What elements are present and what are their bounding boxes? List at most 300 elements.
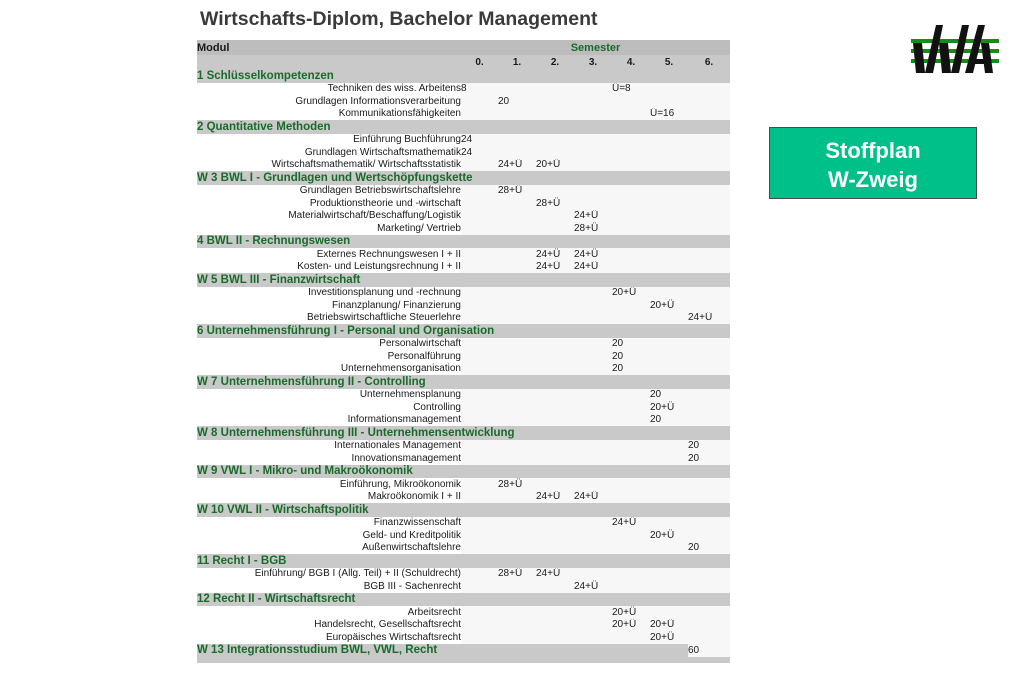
semester-hours-cell bbox=[688, 210, 730, 223]
semester-header: Semester bbox=[461, 40, 730, 55]
semester-hours-cell bbox=[612, 452, 650, 465]
course-row bbox=[197, 568, 730, 581]
semester-hours-cell bbox=[461, 452, 498, 465]
semester-hours-cell bbox=[536, 580, 574, 593]
course-row bbox=[197, 185, 730, 198]
semester-hours-cell bbox=[461, 517, 498, 530]
module-group-title: 11 Recht I - BGB bbox=[197, 554, 730, 568]
semester-hours-cell bbox=[574, 401, 612, 414]
course-name: Geld- und Kreditpolitik bbox=[197, 529, 461, 542]
course-row bbox=[197, 363, 730, 376]
module-group-row bbox=[197, 235, 730, 249]
semester-hours-cell bbox=[536, 312, 574, 325]
course-row bbox=[197, 452, 730, 465]
semester-hours-cell: 24+Ü bbox=[574, 248, 612, 261]
course-name: Grundlagen Wirtschaftsmathematik bbox=[197, 146, 461, 159]
semester-hours-cell bbox=[612, 401, 650, 414]
semester-hours-cell: 20 bbox=[688, 452, 730, 465]
semester-hours-cell bbox=[650, 542, 688, 555]
semester-hours-cell bbox=[688, 197, 730, 210]
semester-hours-cell bbox=[536, 185, 574, 198]
course-name: Grundlagen Betriebswirtschaftslehre bbox=[197, 185, 461, 198]
course-name: Innovationsmanagement bbox=[197, 452, 461, 465]
semester-hours-cell: 20+Ü bbox=[612, 287, 650, 300]
semester-hours-cell bbox=[498, 287, 536, 300]
module-group-title: 2 Quantitative Methoden bbox=[197, 120, 730, 134]
semester-hours-cell bbox=[612, 389, 650, 402]
module-group-row bbox=[197, 69, 730, 83]
stoffplan-subtitle: W-Zweig bbox=[828, 167, 918, 192]
course-name: Produktionstheorie und -wirtschaft bbox=[197, 197, 461, 210]
semester-hours-cell: 20+Ü bbox=[650, 529, 688, 542]
course-name: Betriebswirtschaftliche Steuerlehre bbox=[197, 312, 461, 325]
semester-hours-cell: 20 bbox=[688, 542, 730, 555]
semester-hours-cell bbox=[574, 619, 612, 632]
semester-hours-cell: 24+Ü bbox=[536, 261, 574, 274]
semester-hours-cell bbox=[574, 568, 612, 581]
semester-hours-cell bbox=[688, 222, 730, 235]
semester-hours-cell bbox=[612, 542, 650, 555]
module-group-row bbox=[197, 324, 730, 338]
semester-hours-cell: 20 bbox=[612, 363, 650, 376]
semester-hours-cell bbox=[574, 185, 612, 198]
semester-hours-cell bbox=[650, 478, 688, 491]
curriculum-table-wrapper bbox=[197, 40, 730, 663]
course-row bbox=[197, 619, 730, 632]
semester-hours-cell bbox=[498, 619, 536, 632]
course-row bbox=[197, 210, 730, 223]
semester-hours-cell bbox=[536, 529, 574, 542]
semester-hours-cell bbox=[498, 631, 536, 644]
course-row bbox=[197, 350, 730, 363]
semester-hours-cell bbox=[688, 287, 730, 300]
semester-hours-cell bbox=[498, 108, 536, 121]
semester-hours-cell bbox=[461, 580, 498, 593]
semester-hours-cell bbox=[688, 363, 730, 376]
semester-hours-cell bbox=[498, 350, 536, 363]
semester-column-header: 6. bbox=[688, 55, 730, 69]
module-group-title: 12 Recht II - Wirtschaftsrecht bbox=[197, 593, 730, 607]
curriculum-table bbox=[197, 40, 730, 657]
semester-hours-cell bbox=[461, 491, 498, 504]
semester-hours-cell bbox=[536, 299, 574, 312]
semester-hours-cell bbox=[498, 517, 536, 530]
module-group-title: W 10 VWL II - Wirtschaftspolitik bbox=[197, 503, 730, 517]
course-name: Grundlagen Informationsverarbeitung bbox=[197, 95, 461, 108]
semester-hours-cell bbox=[498, 83, 536, 96]
semester-hours-cell bbox=[536, 517, 574, 530]
semester-hours-cell bbox=[498, 606, 536, 619]
semester-hours-cell bbox=[650, 197, 688, 210]
course-row bbox=[197, 134, 730, 147]
semester-column-header: 1. bbox=[498, 55, 536, 69]
semester-hours-cell bbox=[461, 606, 498, 619]
semester-hours-cell bbox=[612, 95, 650, 108]
semester-hours-cell bbox=[461, 631, 498, 644]
semester-hours-cell bbox=[461, 338, 498, 351]
semester-hours-cell: Ü=16 bbox=[650, 108, 688, 121]
stoffplan-title: Stoffplan bbox=[825, 138, 921, 163]
semester-hours-cell bbox=[650, 491, 688, 504]
semester-hours-cell bbox=[688, 261, 730, 274]
semester-hours-cell bbox=[498, 299, 536, 312]
module-group-row bbox=[197, 273, 730, 287]
course-row bbox=[197, 95, 730, 108]
course-name: Einführung Buchführung bbox=[197, 134, 461, 147]
semester-hours-cell bbox=[574, 338, 612, 351]
semester-hours-cell bbox=[461, 95, 498, 108]
semester-hours-cell bbox=[612, 159, 650, 172]
course-name: Techniken des wiss. Arbeitens bbox=[197, 83, 461, 96]
semester-hours-cell: 24+Ü bbox=[536, 248, 574, 261]
semester-hours-cell bbox=[498, 440, 536, 453]
course-row bbox=[197, 338, 730, 351]
course-row bbox=[197, 491, 730, 504]
semester-hours-cell: 20+Ü bbox=[612, 619, 650, 632]
module-group-title: 1 Schlüsselkompetenzen bbox=[197, 69, 730, 83]
course-name: Makroökonomik I + II bbox=[197, 491, 461, 504]
semester-hours-cell bbox=[688, 299, 730, 312]
course-row bbox=[197, 299, 730, 312]
semester-hours-cell: Ü=8 bbox=[612, 83, 650, 96]
vwa-logo bbox=[911, 21, 999, 77]
semester-hours-cell bbox=[650, 338, 688, 351]
semester-hours-cell bbox=[688, 606, 730, 619]
course-name: Kosten- und Leistungsrechnung I + II bbox=[197, 261, 461, 274]
semester-hours-cell bbox=[612, 210, 650, 223]
semester-hours-cell bbox=[688, 631, 730, 644]
semester-hours-cell bbox=[650, 606, 688, 619]
module-group-row bbox=[197, 120, 730, 134]
semester-hours-cell bbox=[688, 248, 730, 261]
semester-hours-cell bbox=[536, 95, 574, 108]
module-group-title: 6 Unternehmensführung I - Personal und Organisation bbox=[197, 324, 730, 338]
course-name: Handelsrecht, Gesellschaftsrecht bbox=[197, 619, 461, 632]
semester-hours-cell: 28+Ü bbox=[574, 222, 612, 235]
course-name: Informationsmanagement bbox=[197, 414, 461, 427]
semester-hours-cell bbox=[498, 338, 536, 351]
semester-column-header: 4. bbox=[612, 55, 650, 69]
semester-hours-cell bbox=[574, 299, 612, 312]
semester-hours-cell bbox=[498, 580, 536, 593]
course-name: Finanzplanung/ Finanzierung bbox=[197, 299, 461, 312]
semester-hours-cell bbox=[574, 108, 612, 121]
semester-hours-cell bbox=[688, 619, 730, 632]
semester-hours-cell bbox=[498, 134, 536, 147]
semester-hours-cell bbox=[650, 83, 688, 96]
module-group-title: W 9 VWL I - Mikro- und Makroökonomik bbox=[197, 465, 730, 479]
course-name: Controlling bbox=[197, 401, 461, 414]
semester-hours-cell bbox=[688, 350, 730, 363]
semester-hours-cell bbox=[461, 529, 498, 542]
semester-hours-cell bbox=[650, 210, 688, 223]
semester-hours-cell bbox=[536, 478, 574, 491]
semester-hours-cell bbox=[612, 440, 650, 453]
semester-hours-cell: 24+Ü bbox=[536, 568, 574, 581]
course-name: Arbeitsrecht bbox=[197, 606, 461, 619]
semester-hours-cell bbox=[688, 478, 730, 491]
semester-hours-cell bbox=[498, 452, 536, 465]
semester-hours-cell bbox=[688, 95, 730, 108]
semester-hours-cell: 20 bbox=[612, 338, 650, 351]
semester-hours-cell bbox=[688, 491, 730, 504]
course-name: Internationales Management bbox=[197, 440, 461, 453]
semester-hours-cell bbox=[536, 414, 574, 427]
semester-hours-cell bbox=[612, 108, 650, 121]
semester-column-header: 3. bbox=[574, 55, 612, 69]
semester-hours-cell bbox=[574, 542, 612, 555]
semester-hours-cell bbox=[650, 248, 688, 261]
module-group-title: W 7 Unternehmensführung II - Controlling bbox=[197, 375, 730, 389]
semester-hours-cell bbox=[574, 363, 612, 376]
course-row bbox=[197, 287, 730, 300]
course-name: Unternehmensorganisation bbox=[197, 363, 461, 376]
semester-hours-cell bbox=[688, 568, 730, 581]
semester-hours-cell bbox=[574, 389, 612, 402]
semester-hours-cell: 24+Ü bbox=[574, 491, 612, 504]
course-name: Kommunikationsfähigkeiten bbox=[197, 108, 461, 121]
semester-hours-cell: 24 bbox=[461, 134, 498, 147]
semester-hours-cell: 20+Ü bbox=[650, 299, 688, 312]
course-name: Einführung, Mikroökonomik bbox=[197, 478, 461, 491]
stoffplan-box bbox=[769, 127, 977, 199]
course-row bbox=[197, 401, 730, 414]
semester-hours-cell bbox=[498, 197, 536, 210]
semester-hours-cell bbox=[574, 440, 612, 453]
semester-hours-cell: 20 bbox=[612, 350, 650, 363]
module-group-title: 4 BWL II - Rechnungswesen bbox=[197, 235, 730, 249]
course-name: Marketing/ Vertrieb bbox=[197, 222, 461, 235]
semester-hours-cell bbox=[612, 529, 650, 542]
semester-hours-cell bbox=[574, 312, 612, 325]
semester-hours-cell bbox=[498, 222, 536, 235]
semester-hours-cell bbox=[612, 222, 650, 235]
semester-hours-cell bbox=[498, 248, 536, 261]
semester-hours-cell bbox=[574, 478, 612, 491]
semester-column-header: 2. bbox=[536, 55, 574, 69]
semester-hours-cell: 20+Ü bbox=[536, 159, 574, 172]
semester-hours-cell bbox=[498, 210, 536, 223]
semester-hours-cell: 60 bbox=[688, 644, 730, 658]
module-group-row bbox=[197, 593, 730, 607]
semester-hours-cell bbox=[612, 134, 650, 147]
semester-column-header: 5. bbox=[650, 55, 688, 69]
semester-hours-cell bbox=[688, 159, 730, 172]
semester-hours-cell bbox=[650, 222, 688, 235]
semester-hours-cell bbox=[461, 568, 498, 581]
semester-hours-cell bbox=[688, 580, 730, 593]
semester-hours-cell bbox=[650, 568, 688, 581]
semester-hours-cell bbox=[461, 299, 498, 312]
semester-hours-cell bbox=[650, 159, 688, 172]
semester-hours-cell bbox=[574, 529, 612, 542]
semester-hours-cell bbox=[536, 134, 574, 147]
semester-hours-cell bbox=[574, 631, 612, 644]
semester-hours-cell bbox=[536, 363, 574, 376]
course-row bbox=[197, 248, 730, 261]
semester-column-header: 0. bbox=[461, 55, 498, 69]
modul-header: Modul bbox=[197, 40, 461, 55]
semester-hours-cell bbox=[612, 261, 650, 274]
semester-hours-cell bbox=[688, 401, 730, 414]
semester-hours-cell bbox=[574, 134, 612, 147]
semester-hours-cell bbox=[574, 350, 612, 363]
course-row bbox=[197, 542, 730, 555]
semester-hours-cell: 28+Ü bbox=[498, 568, 536, 581]
semester-hours-cell bbox=[574, 159, 612, 172]
module-group-title: W 8 Unternehmensführung III - Unternehmensentwicklung bbox=[197, 426, 730, 440]
semester-hours-cell bbox=[498, 414, 536, 427]
course-name: Investitionsplanung und -rechnung bbox=[197, 287, 461, 300]
semester-hours-cell bbox=[688, 185, 730, 198]
semester-hours-cell bbox=[461, 185, 498, 198]
course-row bbox=[197, 389, 730, 402]
module-group-row bbox=[197, 465, 730, 479]
module-group-title: W 3 BWL I - Grundlagen und Wertschöpfungskette bbox=[197, 171, 730, 185]
semester-hours-cell bbox=[612, 568, 650, 581]
semester-hours-cell bbox=[536, 222, 574, 235]
semester-hours-cell bbox=[461, 210, 498, 223]
course-name: Personalwirtschaft bbox=[197, 338, 461, 351]
module-group-row bbox=[197, 503, 730, 517]
semester-hours-cell bbox=[650, 95, 688, 108]
semester-hours-cell bbox=[612, 491, 650, 504]
module-group-row bbox=[197, 644, 730, 658]
semester-hours-cell bbox=[498, 261, 536, 274]
semester-hours-cell bbox=[612, 312, 650, 325]
semester-hours-cell bbox=[461, 363, 498, 376]
course-name: Finanzwissenschaft bbox=[197, 517, 461, 530]
course-row bbox=[197, 440, 730, 453]
module-group-row bbox=[197, 171, 730, 185]
course-name: Einführung/ BGB I (Allg. Teil) + II (Schuldrecht) bbox=[197, 568, 461, 581]
semester-hours-cell bbox=[461, 312, 498, 325]
semester-hours-cell bbox=[498, 363, 536, 376]
semester-hours-cell bbox=[574, 95, 612, 108]
course-row bbox=[197, 222, 730, 235]
semester-hours-cell bbox=[574, 452, 612, 465]
semester-hours-cell: 20 bbox=[650, 414, 688, 427]
semester-hours-cell: 24+Ü bbox=[536, 491, 574, 504]
semester-hours-cell bbox=[574, 197, 612, 210]
course-row bbox=[197, 312, 730, 325]
semester-hours-cell bbox=[612, 299, 650, 312]
semester-hours-cell bbox=[498, 529, 536, 542]
semester-hours-cell bbox=[688, 134, 730, 147]
semester-hours-cell bbox=[536, 606, 574, 619]
semester-hours-cell bbox=[461, 389, 498, 402]
semester-hours-cell bbox=[461, 440, 498, 453]
semester-hours-cell bbox=[650, 452, 688, 465]
semester-hours-cell bbox=[536, 350, 574, 363]
semester-hours-cell bbox=[536, 108, 574, 121]
semester-hours-cell: 20+Ü bbox=[650, 401, 688, 414]
semester-hours-cell bbox=[461, 542, 498, 555]
semester-hours-cell bbox=[461, 197, 498, 210]
semester-hours-cell: 28+Ü bbox=[498, 478, 536, 491]
semester-hours-cell: 28+Ü bbox=[536, 197, 574, 210]
semester-hours-cell bbox=[574, 414, 612, 427]
semester-hours-cell bbox=[650, 363, 688, 376]
semester-hours-cell bbox=[612, 580, 650, 593]
semester-hours-cell bbox=[574, 606, 612, 619]
course-name: Externes Rechnungswesen I + II bbox=[197, 248, 461, 261]
semester-hours-cell: 24+Ü bbox=[574, 210, 612, 223]
semester-hours-cell bbox=[650, 312, 688, 325]
semester-hours-cell: 24 bbox=[461, 146, 498, 159]
semester-hours-cell bbox=[688, 529, 730, 542]
semester-hours-cell bbox=[650, 440, 688, 453]
semester-hours-cell: 24+Ü bbox=[574, 580, 612, 593]
semester-hours-cell bbox=[650, 580, 688, 593]
semester-hours-cell bbox=[498, 389, 536, 402]
course-row bbox=[197, 517, 730, 530]
semester-hours-cell bbox=[536, 146, 574, 159]
semester-hours-cell bbox=[612, 631, 650, 644]
semester-hours-cell bbox=[650, 517, 688, 530]
course-name: Europäisches Wirtschaftsrecht bbox=[197, 631, 461, 644]
semester-hours-cell bbox=[461, 619, 498, 632]
semester-hours-cell: 20 bbox=[688, 440, 730, 453]
course-row bbox=[197, 197, 730, 210]
course-name: BGB III - Sachenrecht bbox=[197, 580, 461, 593]
semester-hours-cell bbox=[498, 312, 536, 325]
semester-hours-cell bbox=[574, 517, 612, 530]
semester-hours-cell bbox=[461, 108, 498, 121]
semester-hours-cell bbox=[536, 210, 574, 223]
semester-hours-cell bbox=[461, 222, 498, 235]
semester-hours-cell: 24+Ü bbox=[688, 312, 730, 325]
semester-hours-cell bbox=[461, 350, 498, 363]
semester-hours-cell bbox=[688, 338, 730, 351]
semester-hours-cell: 20+Ü bbox=[650, 631, 688, 644]
semester-hours-cell: 24+Ü bbox=[498, 159, 536, 172]
semester-hours-cell bbox=[461, 248, 498, 261]
course-row bbox=[197, 83, 730, 96]
semester-hours-cell bbox=[461, 261, 498, 274]
semester-hours-cell bbox=[498, 146, 536, 159]
course-row bbox=[197, 108, 730, 121]
semester-hours-cell bbox=[461, 414, 498, 427]
course-row bbox=[197, 580, 730, 593]
semester-hours-cell: 20 bbox=[650, 389, 688, 402]
course-name: Materialwirtschaft/Beschaffung/Logistik bbox=[197, 210, 461, 223]
semester-hours-cell bbox=[536, 401, 574, 414]
semester-hours-cell bbox=[498, 401, 536, 414]
semester-hours-cell bbox=[650, 146, 688, 159]
semester-hours-cell bbox=[688, 389, 730, 402]
semester-hours-cell bbox=[461, 287, 498, 300]
semester-hours-cell: 20 bbox=[498, 95, 536, 108]
course-row bbox=[197, 261, 730, 274]
semester-hours-cell bbox=[498, 491, 536, 504]
module-group-row bbox=[197, 426, 730, 440]
semester-hours-cell bbox=[688, 83, 730, 96]
course-row bbox=[197, 146, 730, 159]
semester-hours-cell bbox=[612, 185, 650, 198]
semester-hours-cell: 20+Ü bbox=[612, 606, 650, 619]
semester-hours-cell bbox=[536, 440, 574, 453]
semester-hours-cell: 28+Ü bbox=[498, 185, 536, 198]
semester-hours-cell bbox=[650, 287, 688, 300]
header-blank bbox=[197, 55, 461, 69]
semester-hours-cell bbox=[650, 261, 688, 274]
semester-hours-cell bbox=[536, 389, 574, 402]
semester-hours-cell bbox=[688, 517, 730, 530]
course-name: Außenwirtschaftslehre bbox=[197, 542, 461, 555]
semester-hours-cell bbox=[536, 452, 574, 465]
semester-hours-cell bbox=[461, 478, 498, 491]
